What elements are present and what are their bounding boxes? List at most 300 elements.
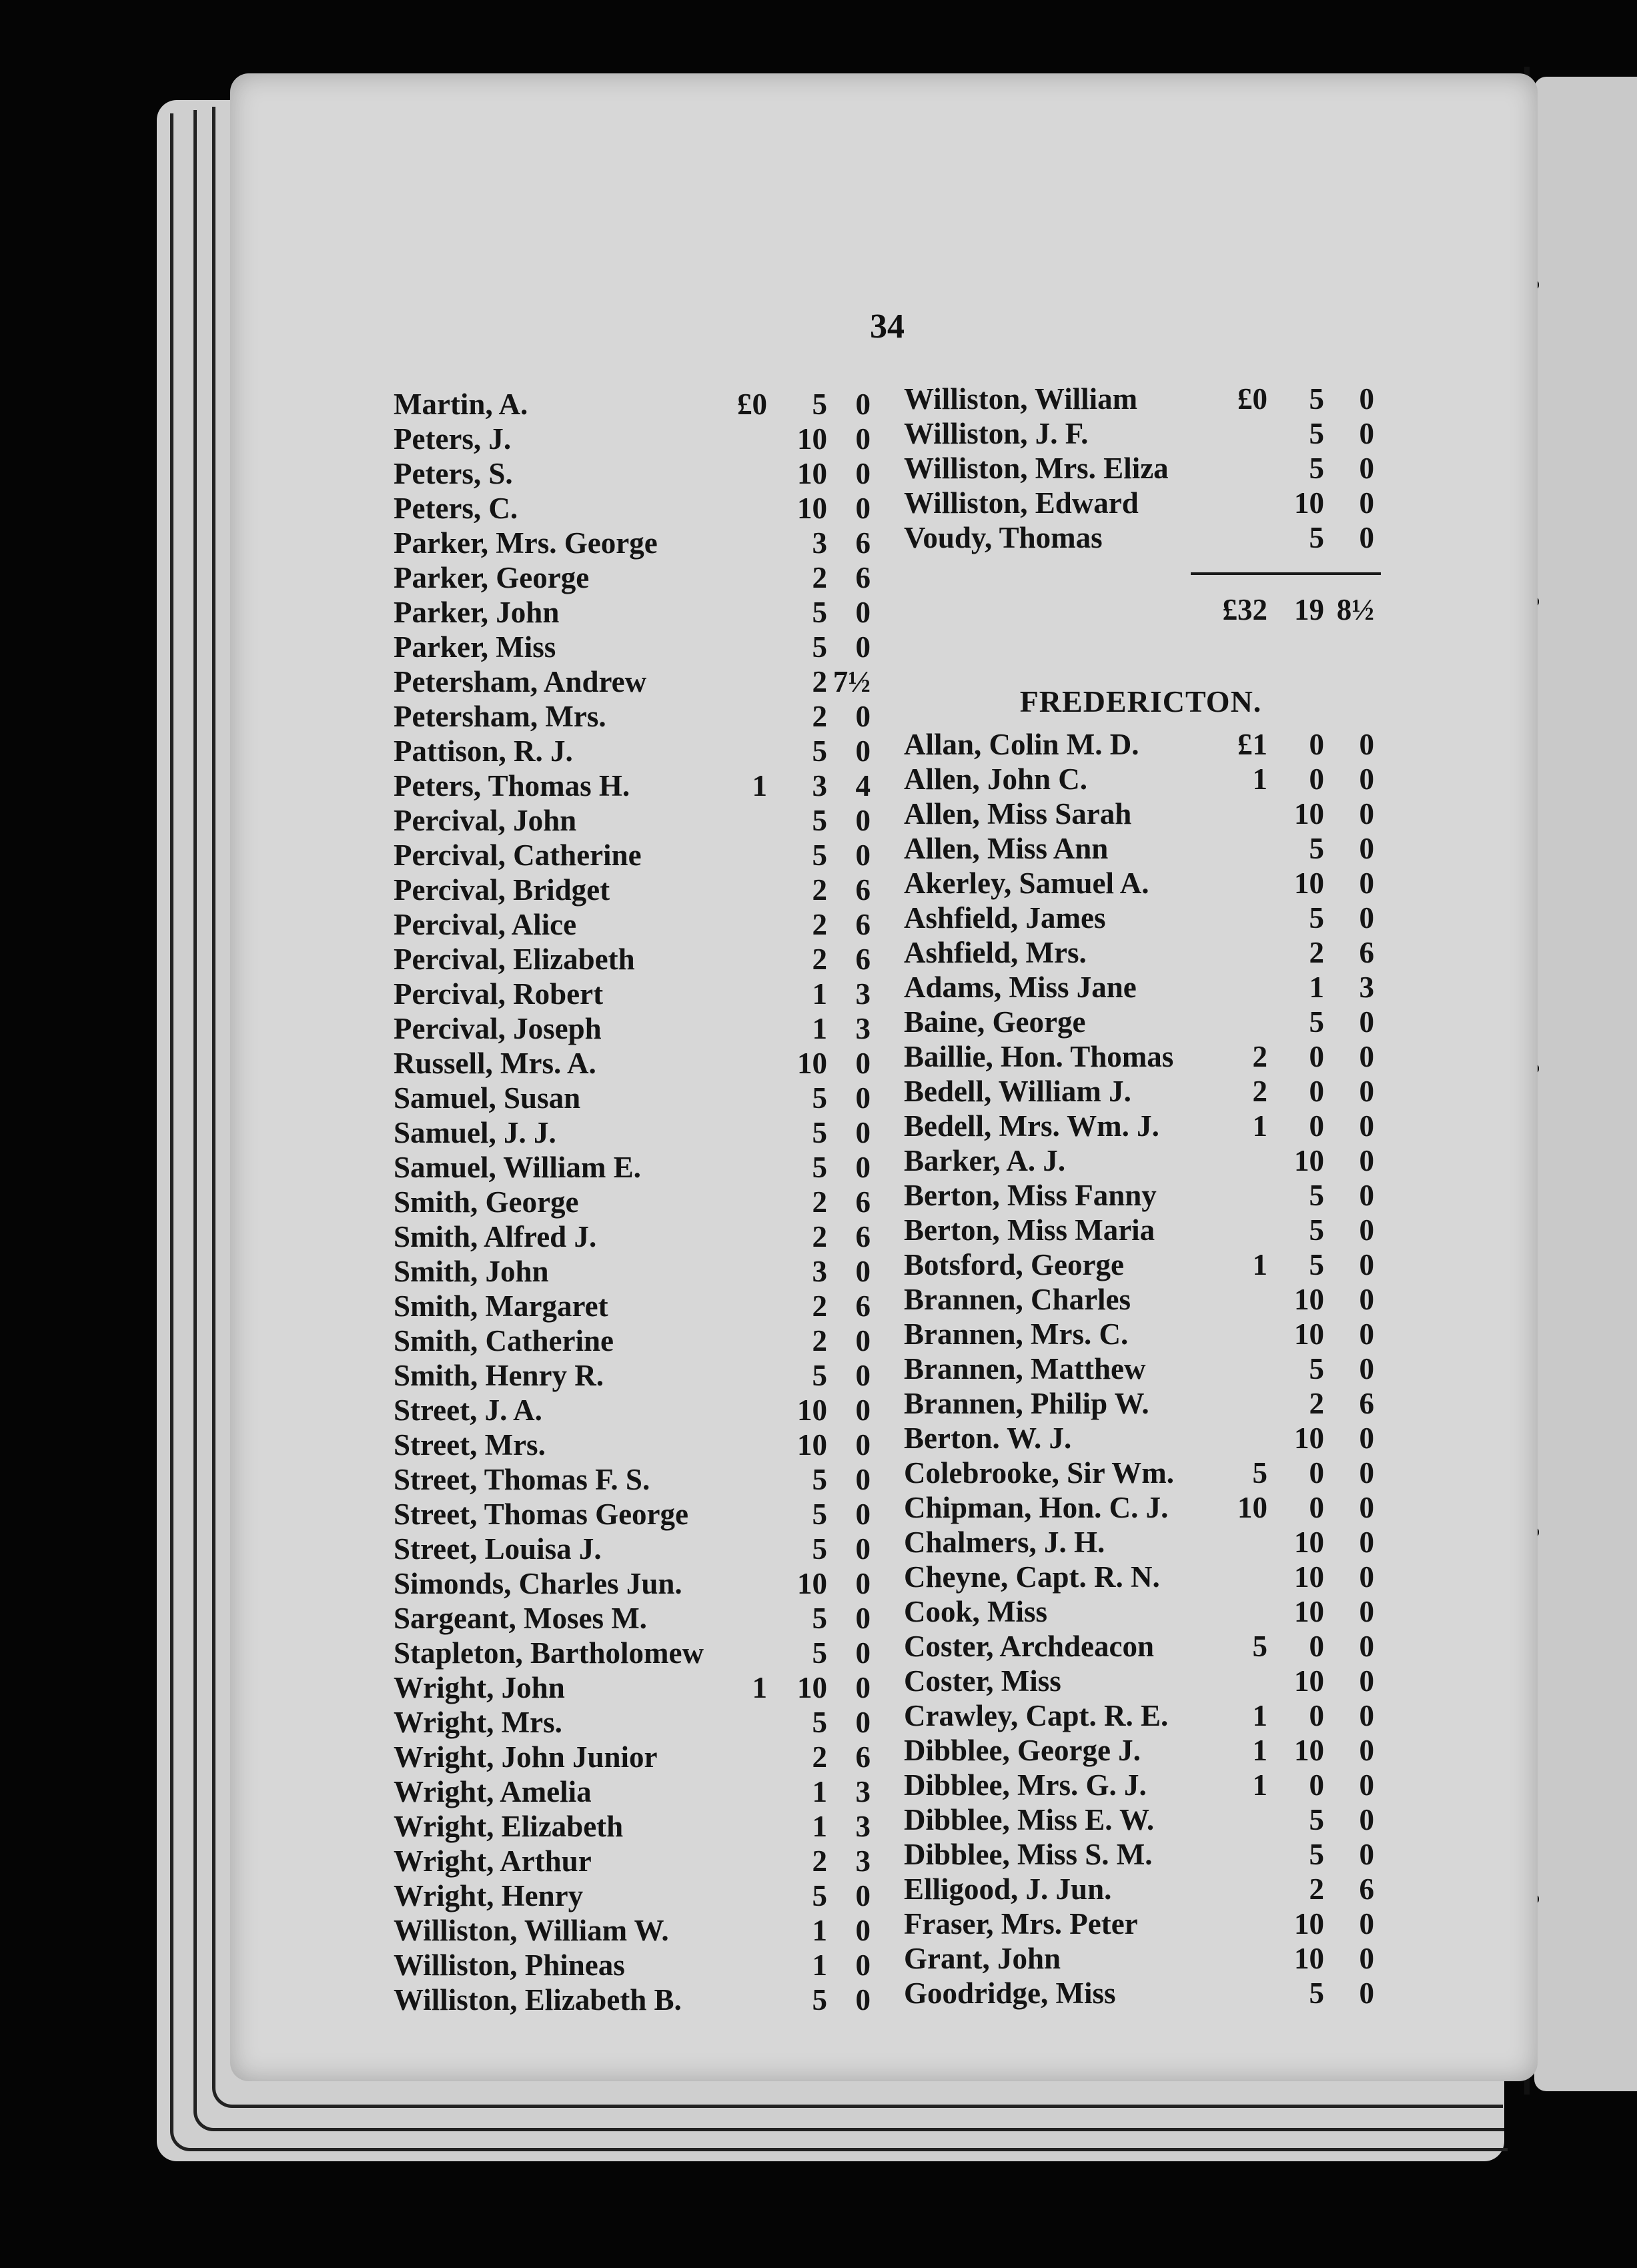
- amount-shillings: 3: [812, 769, 827, 802]
- amount-pence: 0: [855, 1532, 871, 1566]
- amount-shillings: 0: [1309, 762, 1324, 796]
- subscriber-row: [394, 1289, 874, 1323]
- amount-pence: 6: [1359, 1387, 1374, 1420]
- subscriber-name: Wright, Arthur: [394, 1844, 592, 1878]
- amount-pence: 0: [1359, 867, 1374, 900]
- amount-pence: 0: [1359, 1317, 1374, 1351]
- subscriber-name: Smith, Henry R.: [394, 1359, 604, 1392]
- amount-shillings: 0: [1309, 1491, 1324, 1524]
- amount-shillings: 2: [812, 1324, 827, 1357]
- subscriber-row: [904, 1560, 1384, 1594]
- amount-shillings: 1: [812, 1948, 827, 1982]
- subscriber-row: [904, 866, 1384, 901]
- amount-shillings: 2: [812, 700, 827, 733]
- subscriber-name: Elligood, J. Jun.: [904, 1872, 1112, 1906]
- amount-pence: 0: [1359, 1179, 1374, 1212]
- subscriber-name: Bedell, William J.: [904, 1075, 1131, 1108]
- amount-pence: 0: [855, 1706, 871, 1739]
- subscriber-row: [904, 727, 1384, 762]
- subscriber-name: Baine, George: [904, 1005, 1086, 1039]
- amount-shillings: 2: [812, 1844, 827, 1878]
- amount-pence: 0: [855, 1498, 871, 1531]
- amount-shillings: 5: [1309, 1005, 1324, 1039]
- amount-pence: 0: [1359, 1248, 1374, 1281]
- subscriber-row: [394, 942, 874, 977]
- amount-pence: 0: [1359, 1976, 1374, 2010]
- subscriber-row: [904, 1074, 1384, 1109]
- subscriber-row: [904, 1594, 1384, 1629]
- subscriber-name: Percival, Joseph: [394, 1012, 602, 1045]
- subscriber-name: Sargeant, Moses M.: [394, 1602, 647, 1635]
- amount-pounds: 1: [752, 1671, 767, 1704]
- amount-pence: 0: [855, 1151, 871, 1184]
- subscriber-row: [394, 734, 874, 768]
- subscriber-row: [904, 382, 1384, 416]
- subscriber-row: [904, 1872, 1384, 1906]
- subscriber-row: [904, 1941, 1384, 1976]
- subscriber-row: [394, 803, 874, 838]
- amount-shillings: 10: [1294, 1283, 1324, 1316]
- amount-pence: 0: [1359, 832, 1374, 865]
- amount-pence: 0: [1359, 1768, 1374, 1802]
- subscriber-name: Grant, John: [904, 1942, 1061, 1975]
- amount-shillings: 5: [812, 1879, 827, 1912]
- subscriber-row: [394, 595, 874, 630]
- subscriber-name: Williston, Elizabeth B.: [394, 1983, 682, 2017]
- subscriber-row: [394, 526, 874, 560]
- amount-shillings: 0: [1309, 1075, 1324, 1108]
- amount-pence: 0: [855, 1116, 871, 1149]
- subscriber-name: Williston, Edward: [904, 486, 1139, 520]
- subscriber-row: [904, 1005, 1384, 1039]
- amount-shillings: 5: [1309, 1838, 1324, 1871]
- total-pence: 8½: [1336, 593, 1374, 626]
- subscriber-row: [904, 831, 1384, 866]
- amount-shillings: 10: [1294, 1664, 1324, 1698]
- amount-shillings: 5: [812, 630, 827, 664]
- subscriber-row: [904, 1733, 1384, 1768]
- subscriber-name: Akerley, Samuel A.: [904, 867, 1149, 900]
- amount-shillings: 1: [1309, 971, 1324, 1004]
- subscriber-row: [904, 451, 1384, 486]
- subscriber-name: Wright, John Junior: [394, 1740, 658, 1774]
- subscriber-row: [904, 1317, 1384, 1351]
- amount-pence: 3: [855, 1775, 871, 1808]
- amount-shillings: 5: [1309, 1248, 1324, 1281]
- amount-pence: 3: [855, 1012, 871, 1045]
- subscriber-name: Percival, Catherine: [394, 838, 642, 872]
- amount-shillings: 2: [812, 943, 827, 976]
- subscriber-name: Martin, A.: [394, 388, 528, 421]
- amount-shillings: 10: [797, 457, 827, 490]
- amount-pence: 0: [855, 492, 871, 525]
- subscriber-row: [394, 1219, 874, 1254]
- amount-shillings: 10: [1294, 1734, 1324, 1767]
- amount-shillings: 10: [797, 1047, 827, 1080]
- subscriber-row: [394, 1462, 874, 1497]
- amount-pounds: 5: [1252, 1456, 1267, 1490]
- subscriber-name: Percival, Bridget: [394, 873, 610, 907]
- subscriber-row: [394, 387, 874, 422]
- subscriber-row: [394, 768, 874, 803]
- amount-shillings: 10: [1294, 1422, 1324, 1455]
- subscriber-row: [904, 1386, 1384, 1421]
- subscriber-name: Allen, John C.: [904, 762, 1088, 796]
- subscriber-row: [394, 1358, 874, 1393]
- amount-pence: 0: [855, 1359, 871, 1392]
- subscriber-name: Allan, Colin M. D.: [904, 728, 1139, 761]
- amount-shillings: 5: [812, 1602, 827, 1635]
- amount-pence: 0: [855, 700, 871, 733]
- subscriber-name: Berton, Miss Fanny: [904, 1179, 1157, 1212]
- amount-pence: 6: [855, 526, 871, 560]
- total-shillings: 19: [1294, 593, 1324, 626]
- amount-pounds: 1: [1252, 762, 1267, 796]
- amount-pence: 6: [855, 1185, 871, 1219]
- amount-pence: 3: [1359, 971, 1374, 1004]
- subscriber-name: Peters, S.: [394, 457, 513, 490]
- subscriber-name: Smith, George: [394, 1185, 579, 1219]
- amount-pounds: £0: [1237, 382, 1267, 416]
- subscriber-row: [394, 873, 874, 907]
- subscriber-name: Brannen, Philip W.: [904, 1387, 1149, 1420]
- amount-pence: 0: [855, 1948, 871, 1982]
- amount-shillings: 2: [812, 665, 827, 698]
- subscriber-name: Samuel, J. J.: [394, 1116, 556, 1149]
- subscriber-name: Street, Louisa J.: [394, 1532, 602, 1566]
- amount-shillings: 5: [812, 1706, 827, 1739]
- subscriber-row: [394, 630, 874, 664]
- amount-shillings: 5: [812, 1532, 827, 1566]
- subscriber-row: [394, 838, 874, 873]
- amount-pence: 0: [1359, 1560, 1374, 1594]
- subscriber-name: Colebrooke, Sir Wm.: [904, 1456, 1175, 1490]
- subscriber-row: [904, 796, 1384, 831]
- facing-page-edge: [1534, 77, 1637, 2091]
- amount-pence: 0: [855, 1567, 871, 1600]
- subscriber-name: Allen, Miss Ann: [904, 832, 1109, 865]
- amount-shillings: 5: [1309, 382, 1324, 416]
- amount-shillings: 0: [1309, 1768, 1324, 1802]
- amount-shillings: 10: [1294, 1560, 1324, 1594]
- subscriber-name: Voudy, Thomas: [904, 521, 1103, 554]
- amount-shillings: 2: [1309, 936, 1324, 969]
- subscriber-row: [394, 1878, 874, 1913]
- amount-pence: 0: [1359, 762, 1374, 796]
- amount-shillings: 3: [812, 1255, 827, 1288]
- amount-pence: 0: [855, 1879, 871, 1912]
- amount-shillings: 0: [1309, 728, 1324, 761]
- amount-shillings: 2: [812, 1185, 827, 1219]
- subscriber-name: Adams, Miss Jane: [904, 971, 1137, 1004]
- subscriber-row: [394, 1705, 874, 1740]
- page-number: 34: [870, 308, 905, 346]
- total-rule: [1191, 572, 1381, 575]
- subscriber-row: [394, 491, 874, 526]
- amount-shillings: 1: [812, 1810, 827, 1843]
- amount-pence: 0: [1359, 901, 1374, 935]
- subscriber-name: Street, Thomas George: [394, 1498, 689, 1531]
- amount-pence: 0: [1359, 521, 1374, 554]
- amount-pounds: 5: [1252, 1630, 1267, 1663]
- subscriber-name: Wright, Elizabeth: [394, 1810, 624, 1843]
- amount-shillings: 10: [797, 492, 827, 525]
- amount-pence: 6: [855, 873, 871, 907]
- amount-pence: 0: [1359, 1491, 1374, 1524]
- subscriber-row: [394, 1254, 874, 1289]
- subscriber-name: Wright, John: [394, 1671, 565, 1704]
- amount-pounds: 1: [1252, 1734, 1267, 1767]
- amount-pence: 0: [1359, 1005, 1374, 1039]
- amount-shillings: 5: [1309, 1976, 1324, 2010]
- amount-shillings: 5: [1309, 832, 1324, 865]
- subscriber-name: Goodridge, Miss: [904, 1976, 1116, 2010]
- amount-shillings: 10: [1294, 1595, 1324, 1628]
- amount-pence: 6: [855, 908, 871, 941]
- amount-pence: 0: [1359, 1040, 1374, 1073]
- amount-shillings: 10: [797, 1567, 827, 1600]
- amount-pence: 6: [1359, 1872, 1374, 1906]
- amount-shillings: 3: [812, 526, 827, 560]
- amount-shillings: 0: [1309, 1456, 1324, 1490]
- amount-pence: 0: [1359, 1803, 1374, 1836]
- amount-pence: 0: [855, 1983, 871, 2017]
- amount-shillings: 1: [812, 1914, 827, 1947]
- subscriber-name: Parker, John: [394, 596, 560, 629]
- subscriber-name: Wright, Mrs.: [394, 1706, 562, 1739]
- amount-shillings: 10: [1294, 797, 1324, 830]
- subscriber-row: [904, 1143, 1384, 1178]
- subscriber-name: Ashfield, James: [904, 901, 1106, 935]
- amount-shillings: 10: [797, 422, 827, 456]
- amount-pence: 0: [855, 457, 871, 490]
- subscriber-row: [904, 1906, 1384, 1941]
- amount-pence: 0: [1359, 1283, 1374, 1316]
- amount-shillings: 5: [812, 1116, 827, 1149]
- amount-pence: 4: [855, 769, 871, 802]
- subscriber-row: [904, 1351, 1384, 1386]
- subscriber-name: Brannen, Mrs. C.: [904, 1317, 1129, 1351]
- amount-pence: 6: [855, 561, 871, 594]
- subscriber-name: Chipman, Hon. C. J.: [904, 1491, 1169, 1524]
- subscriber-name: Williston, William: [904, 382, 1138, 416]
- subscriber-name: Brannen, Charles: [904, 1283, 1131, 1316]
- amount-pence: 0: [855, 422, 871, 456]
- subscriber-name: Bedell, Mrs. Wm. J.: [904, 1109, 1159, 1143]
- subscriber-name: Street, Thomas F. S.: [394, 1463, 650, 1496]
- amount-shillings: 5: [812, 388, 827, 421]
- subscriber-name: Smith, Catherine: [394, 1324, 614, 1357]
- subscriber-row: [904, 1802, 1384, 1837]
- amount-shillings: 10: [1294, 1907, 1324, 1940]
- subscriber-list-left: [394, 387, 874, 2017]
- subscriber-name: Street, Mrs.: [394, 1428, 546, 1462]
- subscriber-name: Street, J. A.: [394, 1393, 542, 1427]
- subscriber-row: [904, 1525, 1384, 1560]
- subscriber-row: [904, 1421, 1384, 1456]
- subscriber-name: Dibblee, Miss E. W.: [904, 1803, 1155, 1836]
- subscriber-name: Williston, Phineas: [394, 1948, 625, 1982]
- amount-pounds: 2: [1252, 1040, 1267, 1073]
- amount-pence: 0: [1359, 1526, 1374, 1559]
- amount-shillings: 10: [1294, 867, 1324, 900]
- amount-shillings: 5: [812, 804, 827, 837]
- amount-shillings: 5: [812, 1463, 827, 1496]
- subscriber-name: Parker, George: [394, 561, 590, 594]
- amount-pence: 0: [1359, 1664, 1374, 1698]
- amount-pounds: 2: [1252, 1075, 1267, 1108]
- amount-pence: 0: [1359, 1907, 1374, 1940]
- amount-shillings: 2: [812, 1220, 827, 1253]
- subscriber-list-fredericton: [904, 727, 1384, 2011]
- amount-shillings: 0: [1309, 1040, 1324, 1073]
- subscriber-name: Chalmers, J. H.: [904, 1526, 1105, 1559]
- amount-shillings: 1: [812, 977, 827, 1011]
- amount-shillings: 0: [1309, 1699, 1324, 1732]
- subscriber-row: [394, 1913, 874, 1948]
- amount-pence: 0: [1359, 1699, 1374, 1732]
- subscriber-row: [394, 1844, 874, 1878]
- subscriber-row: [394, 456, 874, 491]
- subscriber-name: Peters, Thomas H.: [394, 769, 630, 802]
- subscriber-name: Barker, A. J.: [904, 1144, 1066, 1177]
- amount-shillings: 5: [1309, 452, 1324, 485]
- amount-shillings: 5: [812, 1636, 827, 1670]
- subscriber-name: Percival, John: [394, 804, 577, 837]
- subscriber-row: [904, 935, 1384, 970]
- amount-pence: 6: [855, 1740, 871, 1774]
- total-pounds: £32: [1222, 593, 1267, 626]
- subscriber-row: [904, 1039, 1384, 1074]
- amount-shillings: 5: [812, 1983, 827, 2017]
- subscriber-name: Cook, Miss: [904, 1595, 1048, 1628]
- subscriber-name: Dibblee, George J.: [904, 1734, 1141, 1767]
- amount-pence: 6: [855, 1289, 871, 1323]
- amount-pence: 0: [855, 596, 871, 629]
- subscriber-name: Baillie, Hon. Thomas: [904, 1040, 1174, 1073]
- subscriber-row: [394, 1115, 874, 1150]
- amount-pounds: 1: [1252, 1699, 1267, 1732]
- amount-pence: 0: [1359, 452, 1374, 485]
- amount-pounds: 1: [1252, 1768, 1267, 1802]
- subtotal-row: [904, 592, 1384, 627]
- subscriber-row: [904, 1629, 1384, 1664]
- subscriber-name: Petersham, Mrs.: [394, 700, 606, 733]
- amount-pence: 0: [855, 1428, 871, 1462]
- subscriber-row: [904, 520, 1384, 555]
- subscriber-row: [904, 1837, 1384, 1872]
- section-heading-fredericton: FREDERICTON.: [1019, 684, 1262, 718]
- subscriber-name: Percival, Alice: [394, 908, 577, 941]
- amount-pence: 0: [1359, 1109, 1374, 1143]
- subscriber-name: Russell, Mrs. A.: [394, 1047, 596, 1080]
- subscriber-name: Williston, William W.: [394, 1914, 669, 1947]
- amount-pence: 3: [855, 977, 871, 1011]
- subscriber-row: [394, 907, 874, 942]
- subscriber-row: [904, 1698, 1384, 1733]
- amount-shillings: 5: [1309, 901, 1324, 935]
- subscriber-row: [904, 1664, 1384, 1698]
- subscriber-row: [394, 1011, 874, 1046]
- amount-pounds: 1: [752, 769, 767, 802]
- amount-shillings: 1: [812, 1775, 827, 1808]
- amount-shillings: 2: [812, 1289, 827, 1323]
- subscriber-row: [904, 901, 1384, 935]
- subscriber-row: [904, 416, 1384, 451]
- amount-pence: 3: [855, 1844, 871, 1878]
- subscriber-name: Wright, Henry: [394, 1879, 584, 1912]
- subscriber-row: [904, 1976, 1384, 2011]
- subscriber-row: [904, 1109, 1384, 1143]
- amount-pence: 0: [1359, 417, 1374, 450]
- subscriber-name: Pattison, R. J.: [394, 734, 573, 768]
- amount-shillings: 10: [797, 1428, 827, 1462]
- amount-shillings: 5: [1309, 521, 1324, 554]
- subscriber-name: Berton. W. J.: [904, 1422, 1072, 1455]
- subscriber-row: [394, 1497, 874, 1532]
- amount-shillings: 2: [1309, 1387, 1324, 1420]
- subscriber-name: Smith, Margaret: [394, 1289, 608, 1323]
- amount-pence: 6: [855, 943, 871, 976]
- subscriber-row: [394, 560, 874, 595]
- subscriber-row: [394, 1809, 874, 1844]
- amount-shillings: 0: [1309, 1630, 1324, 1663]
- amount-pence: 0: [855, 388, 871, 421]
- subscriber-name: Berton, Miss Maria: [904, 1213, 1155, 1247]
- amount-shillings: 5: [1309, 417, 1324, 450]
- subscriber-row: [394, 1185, 874, 1219]
- subscriber-row: [394, 1428, 874, 1462]
- amount-shillings: 5: [812, 734, 827, 768]
- amount-shillings: 10: [797, 1671, 827, 1704]
- amount-shillings: 1: [812, 1012, 827, 1045]
- amount-shillings: 5: [1309, 1352, 1324, 1385]
- subscriber-row: [394, 1046, 874, 1081]
- amount-pence: 0: [1359, 1595, 1374, 1628]
- amount-pence: 0: [855, 734, 871, 768]
- amount-shillings: 5: [812, 1498, 827, 1531]
- amount-pence: 0: [1359, 1144, 1374, 1177]
- amount-pence: 0: [1359, 486, 1374, 520]
- subscriber-row: [904, 1768, 1384, 1802]
- subscriber-row: [394, 1670, 874, 1705]
- subscriber-name: Coster, Archdeacon: [904, 1630, 1154, 1663]
- amount-shillings: 2: [812, 873, 827, 907]
- subscriber-row: [394, 1774, 874, 1809]
- amount-shillings: 10: [797, 1393, 827, 1427]
- subscriber-row: [394, 1740, 874, 1774]
- amount-pence: 0: [855, 1463, 871, 1496]
- subscriber-row: [904, 1490, 1384, 1525]
- subscriber-name: Wright, Amelia: [394, 1775, 592, 1808]
- subscriber-name: Crawley, Capt. R. E.: [904, 1699, 1169, 1732]
- subscriber-row: [394, 1532, 874, 1566]
- amount-pence: 0: [1359, 728, 1374, 761]
- amount-shillings: 10: [1294, 1144, 1324, 1177]
- subscriber-name: Samuel, Susan: [394, 1081, 581, 1115]
- subscriber-name: Petersham, Andrew: [394, 665, 647, 698]
- subscriber-row: [394, 1393, 874, 1428]
- subscriber-name: Coster, Miss: [904, 1664, 1061, 1698]
- amount-pence: 0: [1359, 1456, 1374, 1490]
- subscriber-row: [394, 1636, 874, 1670]
- subscriber-name: Dibblee, Mrs. G. J.: [904, 1768, 1147, 1802]
- amount-pence: 0: [1359, 1838, 1374, 1871]
- subscriber-name: Parker, Mrs. George: [394, 526, 658, 560]
- subscriber-name: Williston, J. F.: [904, 417, 1089, 450]
- amount-shillings: 5: [1309, 1213, 1324, 1247]
- amount-pence: 0: [1359, 1352, 1374, 1385]
